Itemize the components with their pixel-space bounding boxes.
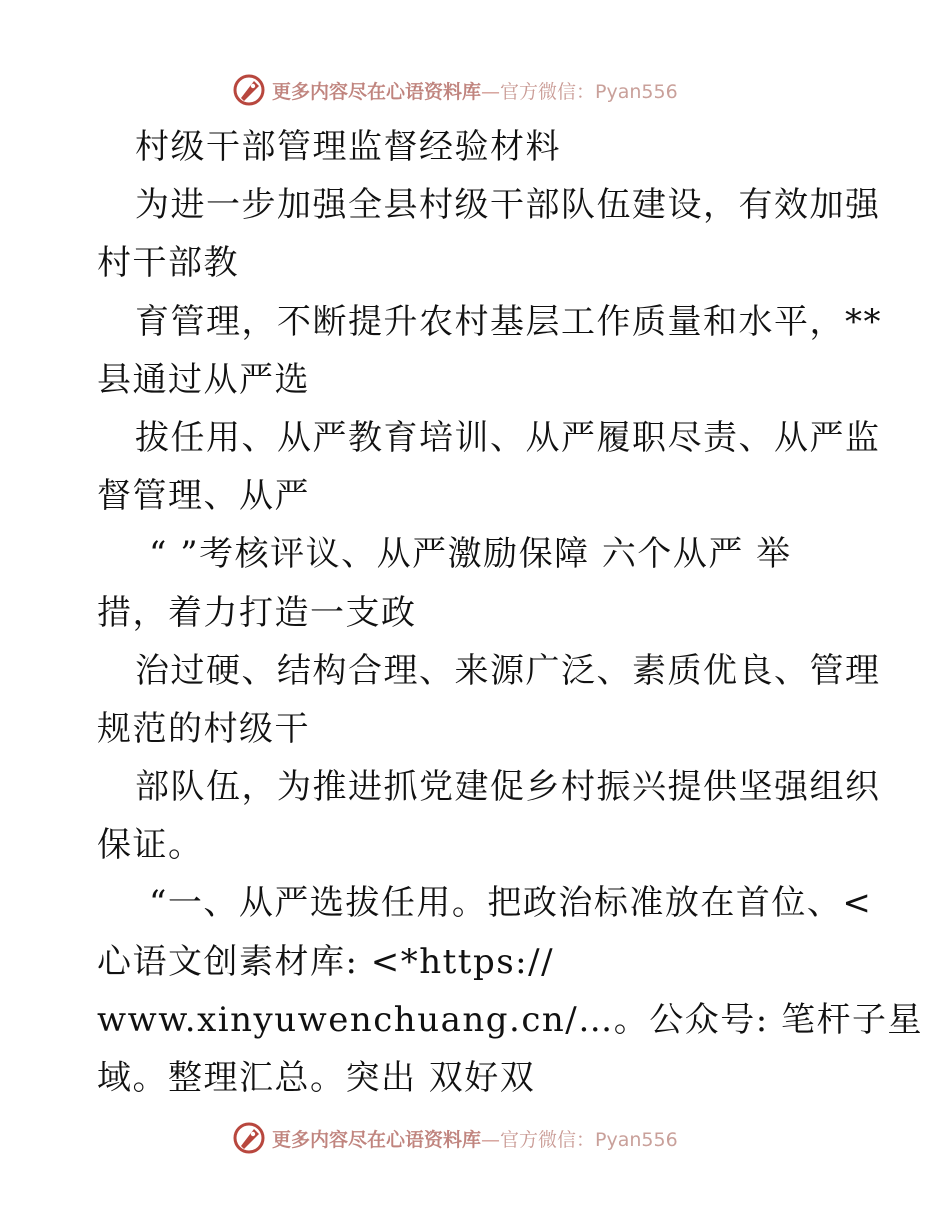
paragraph-line: 心语文创素材库: <*https:// (97, 941, 555, 982)
paragraph-line: 治过硬、结构合理、来源广泛、素质优良、管理 (135, 650, 881, 691)
paragraph-line: “ ”考核评议、从严激励保障 六个从严 举 (149, 534, 792, 575)
paragraph-line: 村干部教 (97, 243, 239, 284)
paragraph-line: 为进一步加强全县村级干部队伍建设，有效加强 (135, 185, 881, 226)
paragraph-line: 育管理，不断提升农村基层工作质量和水平，** (135, 301, 882, 342)
section-heading-line: “一、从严选拔任用。把政治标准放在首位、< (149, 883, 873, 924)
watermark-text: 更多内容尽在心语资料库—官方微信：Pyan556 (272, 1128, 678, 1151)
paragraph-line: 县通过从严选 (97, 359, 310, 400)
paragraph-line: 督管理、从严 (97, 476, 310, 517)
footer-watermark-banner (232, 1118, 678, 1158)
paragraph-line: 规范的村级干 (97, 708, 310, 749)
paragraph-line: 措，着力打造一支政 (97, 592, 417, 633)
pen-nib-circle-icon (232, 73, 266, 107)
document-title: 村级干部管理监督经验材料 (135, 127, 561, 167)
document-body (97, 118, 923, 1107)
paragraph-line: 拔任用、从严教育培训、从严履职尽责、从严监 (135, 417, 881, 458)
paragraph-line: 域。整理汇总。突出 双好双 (97, 1058, 536, 1098)
watermark-text: 更多内容尽在心语资料库—官方微信：Pyan556 (272, 80, 678, 103)
paragraph-line: www.xinyuwenchuang.cn/…。公众号: 笔杆子星 (97, 999, 923, 1040)
pen-nib-circle-icon (232, 1121, 266, 1155)
header-watermark-banner (232, 70, 678, 110)
paragraph-line: 部队伍，为推进抓党建促乡村振兴提供坚强组织 (135, 767, 881, 808)
paragraph-line: 保证。 (97, 825, 204, 866)
